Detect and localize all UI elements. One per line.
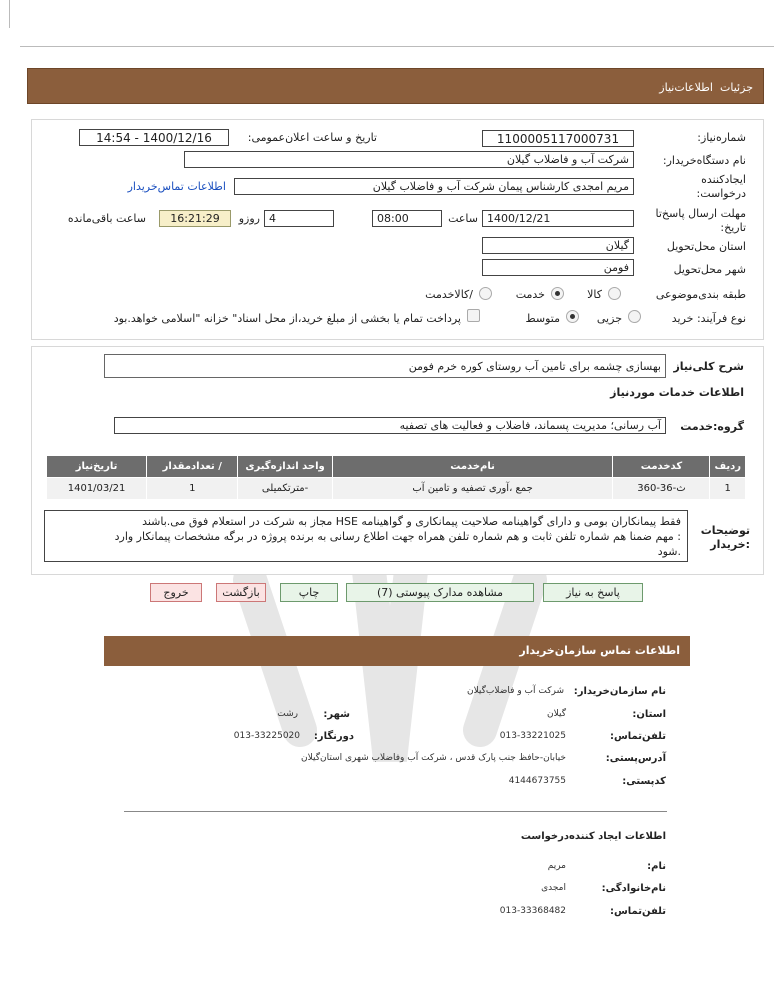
exit-button[interactable]: خروج [150, 583, 202, 602]
deadline-label-line2: تاریخ: [720, 221, 746, 234]
page-title-bar [27, 68, 764, 104]
top-divider [20, 46, 774, 47]
buyer-notes-box [44, 510, 688, 562]
service-group-label: گروه:خدمت [680, 420, 744, 433]
process-type-label: نوع فرآیند: خرید [671, 312, 746, 325]
category-goods-radio[interactable] [608, 287, 621, 300]
deadline-label-line1: مهلت ارسال پاسخ‌تا [655, 207, 746, 220]
buyer-notes-label-line1: توضیحات [700, 524, 750, 537]
contact-divider [124, 811, 667, 812]
cell-need-date: 1401/03/21 [47, 478, 147, 500]
creator-label-line1: ایجادکننده [701, 173, 746, 186]
buyer-notes-label-line2: :خریدار [710, 538, 750, 551]
days-label: روزو [238, 212, 260, 225]
col-row-number: ردیف [710, 456, 746, 478]
col-unit: واحد اندازه‌گیری [238, 456, 332, 478]
buyer-org-label: نام دستگاه‌خریدار: [662, 154, 746, 167]
delivery-province-label: استان محل‌تحویل [666, 240, 746, 253]
back-button[interactable]: بازگشت [216, 583, 266, 602]
creator-phone-value: 013-33368482 [499, 906, 566, 916]
cell-service-code: ث-36-360 [613, 478, 710, 500]
delivery-city-field: فومن [482, 259, 634, 276]
days-remaining-field: 4 [264, 210, 334, 227]
contact-address-label: آدرس‌پستی: [605, 753, 666, 764]
contact-phone-value: 013-33221025 [499, 731, 566, 741]
buyer-contact-bar [104, 636, 690, 666]
tab-need-info[interactable]: اطلاعات‌نیاز [659, 81, 713, 94]
process-partial-label: جزیی [596, 312, 622, 325]
general-description-field: بهسازی چشمه برای تامین آب روستای کوره خرم فومن [104, 354, 666, 378]
delivery-province-field: گیلان [482, 237, 634, 254]
buyer-notes-line3: .شود [657, 545, 681, 558]
deadline-date-field: 1400/12/21 [482, 210, 634, 227]
category-goods-service-label: /کالاخدمت [425, 288, 473, 301]
creator-name-value: مریم [547, 861, 566, 871]
creator-name-label: نام: [647, 861, 666, 872]
category-service-radio[interactable] [551, 287, 564, 300]
tab-details[interactable]: جزئیات [720, 81, 753, 94]
contact-fax-value: 013-33225020 [233, 731, 300, 741]
table-row [47, 478, 746, 500]
contact-province-label: استان: [632, 709, 666, 720]
creator-field: مریم امجدی کارشناس پیمان شرکت آب و فاضلاب گیلان [234, 178, 634, 195]
buyer-notes-line2: : مهم ضمنا هم شماره تلفن ثابت و هم شماره تلفن همراه جهت اطلاع رسانی به برنده پروژه در برگه مشخصات پیمانکار وارد [114, 530, 681, 543]
buyer-contact-title: اطلاعات تماس سازمان‌خریدار [519, 644, 680, 657]
required-services-title: اطلاعات خدمات موردنیاز [610, 386, 744, 399]
announce-date-label: تاریخ و ساعت اعلان‌عمومی: [247, 131, 377, 144]
cell-service-name: جمع ،آوری تصفیه و تامین آب [332, 478, 613, 500]
contact-city-value: رشت [277, 709, 298, 719]
table-header-row [47, 456, 746, 478]
col-service-code: کدخدمت [613, 456, 710, 478]
remaining-time-field: 16:21:29 [159, 210, 231, 227]
deadline-time-field: 08:00 [372, 210, 442, 227]
buyer-contact-link[interactable]: اطلاعات تماس‌خریدار [127, 180, 226, 193]
contact-fax-label: دورنگار: [313, 731, 354, 742]
general-description-label: شرح کلی‌نیاز [673, 360, 744, 373]
category-goods-label: کالا [587, 288, 602, 301]
cell-unit: -مترتکمیلی [238, 478, 332, 500]
contact-postal-label: کدپستی: [622, 776, 666, 787]
contact-city-label: شهر: [323, 709, 350, 720]
services-table [46, 455, 746, 500]
category-goods-service-radio[interactable] [479, 287, 492, 300]
creator-label-line2: درخواست: [696, 187, 746, 200]
cell-row-number: 1 [710, 478, 746, 500]
treasury-payment-checkbox[interactable] [467, 309, 480, 322]
creator-family-value: امجدی [541, 883, 566, 893]
remaining-time-label: ساعت باقی‌مانده [67, 212, 146, 225]
col-service-name: نام‌خدمت [332, 456, 613, 478]
deadline-time-label: ساعت [448, 212, 478, 225]
process-medium-label: متوسط [525, 312, 560, 325]
contact-province-value: گیلان [547, 709, 566, 719]
buyer-org-field: شرکت آب و فاضلاب گیلان [184, 151, 634, 168]
buyer-org-name-label: نام سازمان‌خریدار: [573, 686, 666, 697]
left-edge-tick [9, 0, 10, 28]
service-group-field: آب رسانی؛ مدیریت پسماند، فاضلاب و فعالیت های تصفیه [114, 417, 666, 434]
buyer-org-name-value: شرکت آب و فاضلاب‌گیلان [466, 686, 564, 696]
announce-date-field: 1400/12/16 - 14:54 [79, 129, 229, 146]
contact-postal-value: 4144673755 [508, 776, 566, 786]
reply-to-need-button[interactable]: پاسخ به نیاز [543, 583, 643, 602]
process-partial-radio[interactable] [628, 310, 641, 323]
col-quantity: / تعدادمقدار [147, 456, 238, 478]
need-number-field: 1100005117000731 [482, 130, 634, 147]
cell-quantity: 1 [147, 478, 238, 500]
process-medium-radio[interactable] [566, 310, 579, 323]
contact-phone-label: تلفن‌تماس: [609, 731, 666, 742]
delivery-city-label: شهر محل‌تحویل [673, 263, 746, 276]
col-need-date: تاریخ‌نیاز [47, 456, 147, 478]
print-button[interactable]: چاپ [280, 583, 338, 602]
need-number-label: شماره‌نیاز: [697, 131, 746, 144]
category-label: طبقه بندی‌موضوعی [655, 288, 746, 301]
creator-info-title: اطلاعات ایجاد کننده‌درخواست [520, 831, 666, 842]
creator-family-label: نام‌خانوادگی: [601, 883, 666, 894]
treasury-payment-note: پرداخت تمام یا بخشی از مبلغ خرید،از محل اسناد" خزانه "اسلامی خواهد.بود [113, 312, 461, 325]
contact-address-value: خیابان-حافظ جنب پارک قدس ، شرکت آب وفاضلاب شهری استان‌گیلان [301, 753, 566, 763]
buyer-notes-line1: فقط پیمانکاران بومی و دارای گواهینامه صلاحیت پیمانکاری و گواهینامه HSE مجاز به شرکت در استعلام فوق می.باشند [142, 515, 681, 528]
view-attachments-button[interactable]: مشاهده مدارک پیوستی (7) [346, 583, 534, 602]
creator-phone-label: تلفن‌تماس: [609, 906, 666, 917]
category-service-label: خدمت [515, 288, 545, 301]
